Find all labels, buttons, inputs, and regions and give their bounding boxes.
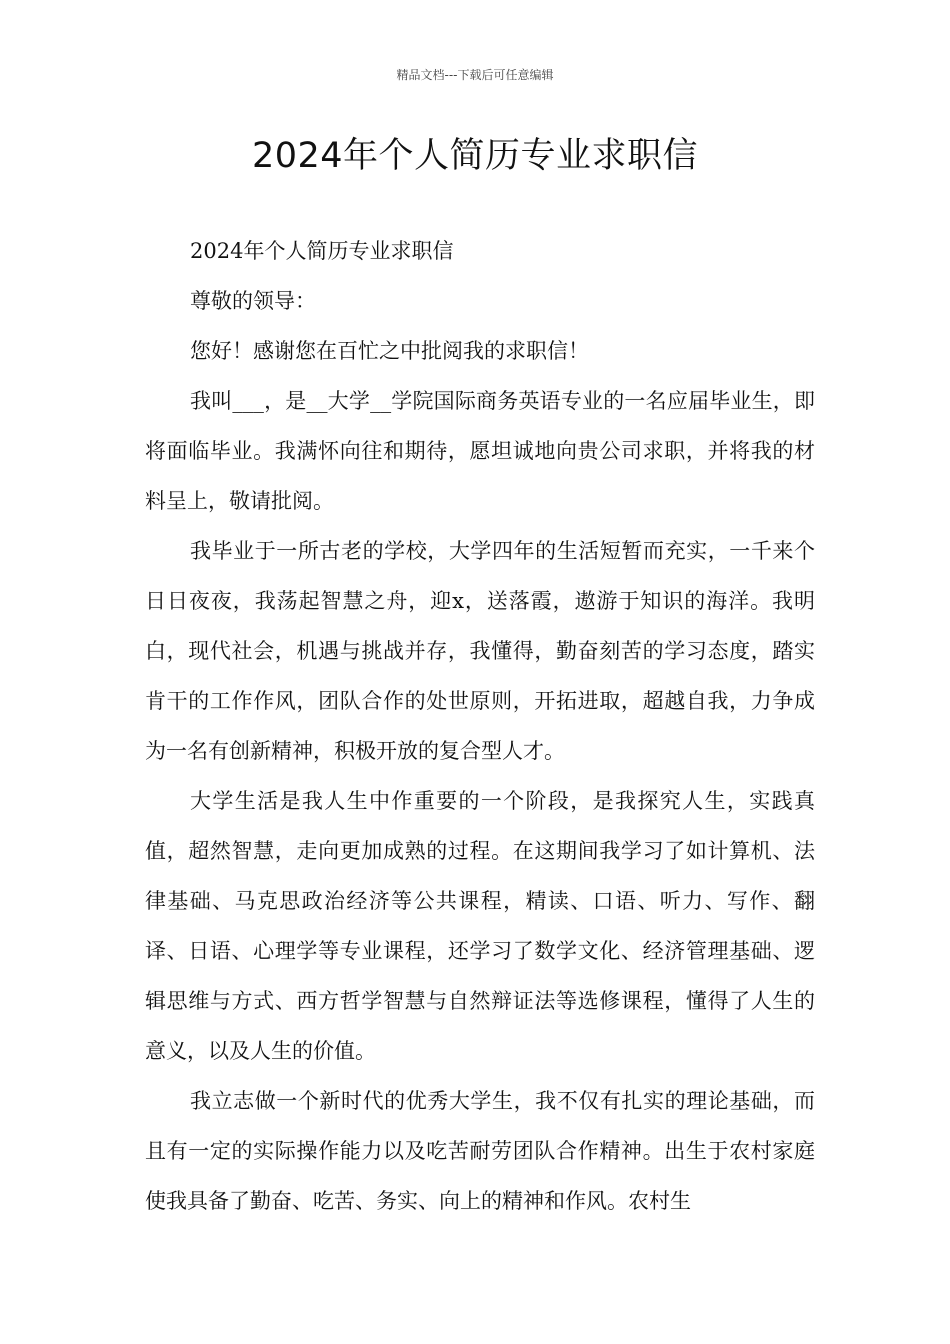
paragraph-salutation: 尊敬的领导： bbox=[190, 289, 316, 313]
paragraph-subtitle: 2024年个人简历专业求职信 bbox=[190, 239, 454, 263]
paragraph-greeting: 您好！感谢您在百忙之中批阅我的求职信！ bbox=[190, 339, 589, 363]
document-title: 2024年个人简历专业求职信 bbox=[251, 136, 699, 176]
paragraph-college-life: 大学生活是我人生中作重要的一个阶段，是我探究人生，实践真值，超然智慧，走向更加成熟的过程。在这期间我学习了如计算机、法律基础、马克思政治经济等公共课程，精读、口语、听力、写作、翻译、日语、心理学等专业课程，还学习了数学文化、经济管理基础、逻辑思维与方式、西方哲学智慧与自然辩证法等选修课程，懂得了人生的意义，以及人生的价值。 bbox=[145, 789, 815, 1063]
paragraph-school: 我毕业于一所古老的学校，大学四年的生活短暂而充实，一千来个日日夜夜，我荡起智慧之舟，迎x，送落霞，遨游于知识的海洋。我明白，现代社会，机遇与挑战并存，我懂得，勤奋刻苦的学习态度，踏实肯干的工作作风，团队合作的处世原则，开拓进取，超越自我，力争成为一名有创新精神，积极开放的复合型人才。 bbox=[145, 539, 815, 763]
paragraph-introduction: 我叫___，是__大学__学院国际商务英语专业的一名应届毕业生，即将面临毕业。我满怀向往和期待，愿坦诚地向贵公司求职，并将我的材料呈上，敬请批阅。 bbox=[145, 389, 815, 513]
paragraph-aspiration: 我立志做一个新时代的优秀大学生，我不仅有扎实的理论基础，而且有一定的实际操作能力以及吃苦耐劳团队合作精神。出生于农村家庭使我具备了勤奋、吃苦、务实、向上的精神和作风。农村生 bbox=[145, 1089, 815, 1213]
header-note: 精品文档---下载后可任意编辑 bbox=[396, 68, 554, 82]
document-body bbox=[145, 226, 815, 1226]
